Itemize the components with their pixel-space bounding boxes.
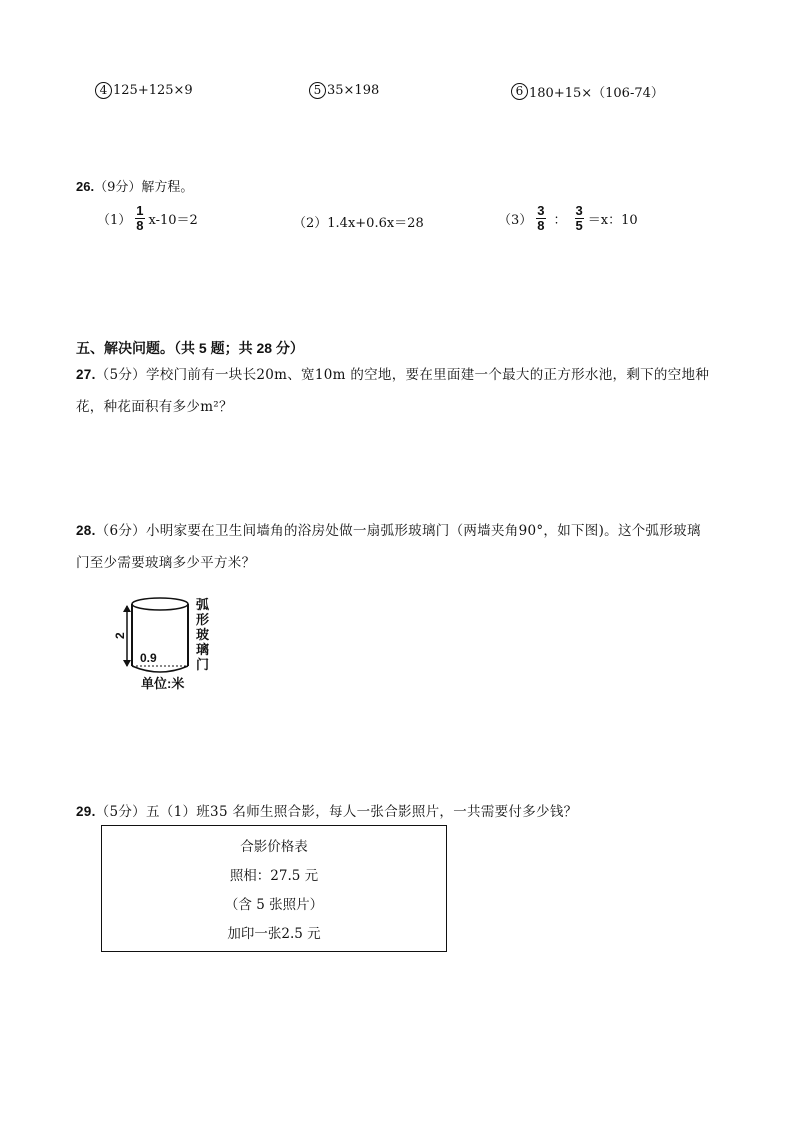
question-27-line-1 (76, 363, 709, 383)
circled-number: 4 (95, 82, 112, 99)
question-29-line (76, 800, 577, 820)
calc-expression: 35×198 (327, 83, 380, 98)
price-table-line-1: 照相：27.5 元 (229, 867, 319, 884)
bottom-arc (132, 666, 188, 672)
fraction-numerator: 1 (136, 203, 144, 218)
fraction (575, 204, 584, 233)
equation-label: （3） (498, 213, 533, 228)
equation-1 (97, 204, 198, 233)
question-26-header (76, 176, 193, 195)
door-side-label (196, 597, 209, 672)
fraction-numerator: 3 (575, 203, 583, 218)
fraction-denominator: 8 (136, 218, 144, 233)
equation-label: （1） (97, 213, 132, 228)
question-27-line-2: 花，种花面积有多少m²？ (76, 399, 233, 415)
height-label: 2 (113, 632, 127, 639)
question-number: 27. (76, 367, 96, 382)
question-number: 26. (76, 179, 95, 194)
question-number: 29. (76, 804, 96, 819)
question-score: （5分） (95, 804, 146, 820)
question-text: 学校门前有一块长20m、宽10m 的空地，要在里面建一个最大的正方形水池，剩下的空地种 (145, 367, 710, 383)
circled-number: 6 (511, 83, 528, 100)
side-char: 门 (196, 657, 210, 672)
calc-item-6 (511, 82, 664, 101)
side-char: 形 (196, 612, 210, 627)
question-number: 28. (76, 523, 96, 538)
calc-item-4 (95, 82, 193, 99)
unit-label: 单位:米 (141, 676, 185, 691)
equation-text: 1.4x+0.6x＝28 (327, 216, 424, 231)
question-text: 小明家要在卫生间墙角的浴房处做一扇弧形玻璃门（两墙夹角90°，如下图)。这个弧形玻璃 (145, 523, 701, 539)
calc-expression: 125+125×9 (113, 83, 193, 98)
fraction (536, 204, 545, 233)
question-28-line-2: 门至少需要玻璃多少平方米？ (76, 555, 256, 571)
top-ellipse (132, 598, 188, 610)
radius-label: 0.9 (140, 651, 157, 665)
question-score: （6分） (95, 523, 146, 539)
calc-item-5 (309, 82, 379, 99)
question-score: （9分） (94, 180, 142, 195)
section-heading: 五、解决问题。（共 5 题；共 28 分） (76, 340, 304, 356)
question-title: 解方程。 (141, 180, 194, 195)
fraction-numerator: 3 (537, 203, 545, 218)
equation-rest: x-10＝2 (148, 213, 198, 228)
equation-rest: ＝x：10 (587, 213, 638, 228)
equation-2 (293, 212, 424, 231)
fraction (135, 204, 144, 233)
circled-number: 5 (309, 82, 326, 99)
fraction-denominator: 5 (575, 218, 583, 233)
arrow-down-icon (123, 660, 131, 667)
price-table-line-3: 加印一张2.5 元 (227, 926, 321, 943)
arrow-up-icon (123, 605, 131, 612)
price-table-line-2: （含 5 张照片） (224, 897, 324, 914)
side-char: 玻 (196, 627, 210, 642)
fraction-denominator: 8 (537, 218, 545, 233)
equation-label: （2） (293, 216, 328, 231)
side-char: 璃 (196, 642, 210, 657)
price-table-title: 合影价格表 (240, 838, 308, 855)
question-28-line-1 (76, 519, 701, 539)
question-score: （5分） (95, 367, 146, 383)
question-text: 五（1）班35 名师生照合影，每人一张合影照片，一共需要付多少钱？ (145, 804, 578, 820)
equation-3 (498, 204, 638, 233)
calc-expression: 180+15×（106-74） (529, 86, 664, 101)
side-char: 弧 (196, 597, 210, 612)
ratio-separator: ： (553, 213, 567, 228)
price-table (101, 825, 447, 952)
